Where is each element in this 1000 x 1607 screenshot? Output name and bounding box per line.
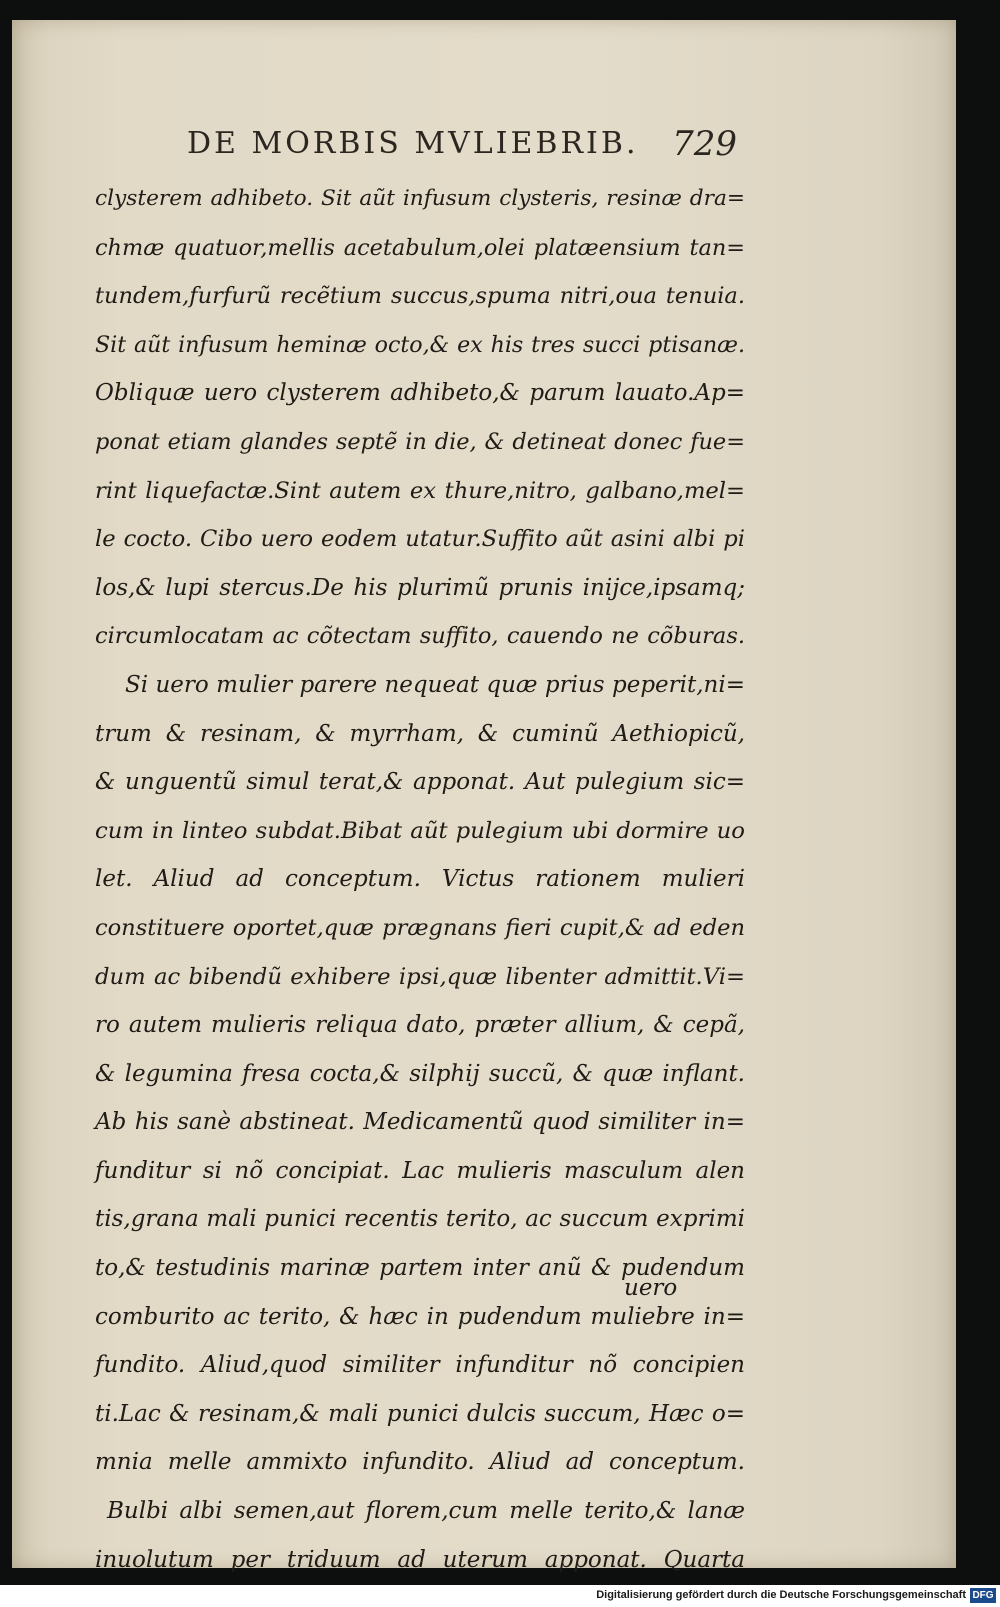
text-line: inuolutum per triduum ad uterum apponat. Quarta bbox=[95, 1546, 745, 1573]
text-line: ro autem mulieris reliqua dato, præter allium, & cepã, bbox=[95, 1012, 745, 1039]
text-line: tundem,furfurũ recẽtium succus,spuma nitri,oua tenuia. bbox=[95, 283, 745, 310]
text-line: rint liquefactæ.Sint autem ex thure,nitro, galbano,mel= bbox=[95, 477, 745, 504]
text-line: dum ac bibendũ exhibere ipsi,quæ libenter admittit.Vi= bbox=[95, 963, 745, 990]
body-text bbox=[95, 175, 745, 1584]
text-line: ponat etiam glandes septẽ in die, & detineat donec fue= bbox=[95, 428, 745, 455]
credit-text: Digitalisierung gefördert durch die Deutsche Forschungsgemeinschaft bbox=[596, 1589, 966, 1601]
text-line: Bulbi albi semen,aut florem,cum melle terito,& lanæ bbox=[107, 1498, 745, 1525]
text-line: Si uero mulier parere nequeat quæ prius peperit,ni= bbox=[125, 671, 745, 698]
text-line: constituere oportet,quæ prægnans fieri cupit,& ad eden bbox=[95, 914, 745, 941]
text-line: comburito ac terito, & hæc in pudendum muliebre in= bbox=[95, 1303, 745, 1330]
text-line: let. Aliud ad conceptum. Victus rationem mulieri bbox=[95, 866, 745, 893]
digitization-credit-bar bbox=[0, 1585, 1000, 1607]
text-line: Ab his sanè abstineat. Medicamentũ quod similiter in= bbox=[95, 1109, 745, 1136]
dfg-logo-icon: DFG bbox=[970, 1588, 996, 1603]
text-line: tis,grana mali punici recentis terito, ac succum exprimi bbox=[95, 1206, 745, 1233]
text-line: le cocto. Cibo uero eodem utatur.Suffito aũt asini albi pi bbox=[95, 526, 745, 553]
text-line: cum in linteo subdat.Bibat aũt pulegium ubi dormire uo bbox=[95, 817, 745, 844]
running-title: DE MORBIS MVLIEBRIB. bbox=[187, 126, 639, 161]
text-line: Obliquæ uero clysterem adhibeto,& parum lauato.Ap= bbox=[95, 380, 745, 407]
running-head bbox=[177, 120, 737, 170]
text-line: los,& lupi stercus.De his plurimũ prunis inijce,ipsamq; bbox=[95, 574, 745, 601]
text-line: funditur si nõ concipiat. Lac mulieris masculum alen bbox=[95, 1157, 745, 1184]
text-line: chmæ quatuor,mellis acetabulum,olei platæensium tan= bbox=[95, 234, 745, 261]
text-line: to,& testudinis marinæ partem inter anũ & pudendum bbox=[95, 1255, 745, 1282]
text-line: circumlocatam ac cõtectam suffito, cauendo ne cõburas. bbox=[95, 623, 745, 650]
text-line: & unguentũ simul terat,& apponat. Aut pulegium sic= bbox=[95, 769, 745, 796]
page-number: 729 bbox=[672, 124, 737, 164]
text-line: fundito. Aliud,quod similiter infunditur nõ concipien bbox=[95, 1352, 745, 1379]
text-line: mnia melle ammixto infundito. Aliud ad conceptum. bbox=[95, 1449, 745, 1476]
text-line: & legumina fresa cocta,& silphij succũ, & quæ inflant. bbox=[95, 1060, 745, 1087]
text-line: clysterem adhibeto. Sit aũt infusum clysteris, resinæ dra= bbox=[95, 186, 745, 211]
text-line: trum & resinam, & myrrham, & cuminũ Aethiopicũ, bbox=[95, 720, 745, 747]
catchword: uero bbox=[624, 1275, 678, 1301]
text-line: Sit aũt infusum heminæ octo,& ex his tres succi ptisanæ. bbox=[95, 331, 745, 358]
book-page bbox=[12, 20, 956, 1573]
text-line: ti.Lac & resinam,& mali punici dulcis succum, Hæc o= bbox=[95, 1400, 745, 1427]
